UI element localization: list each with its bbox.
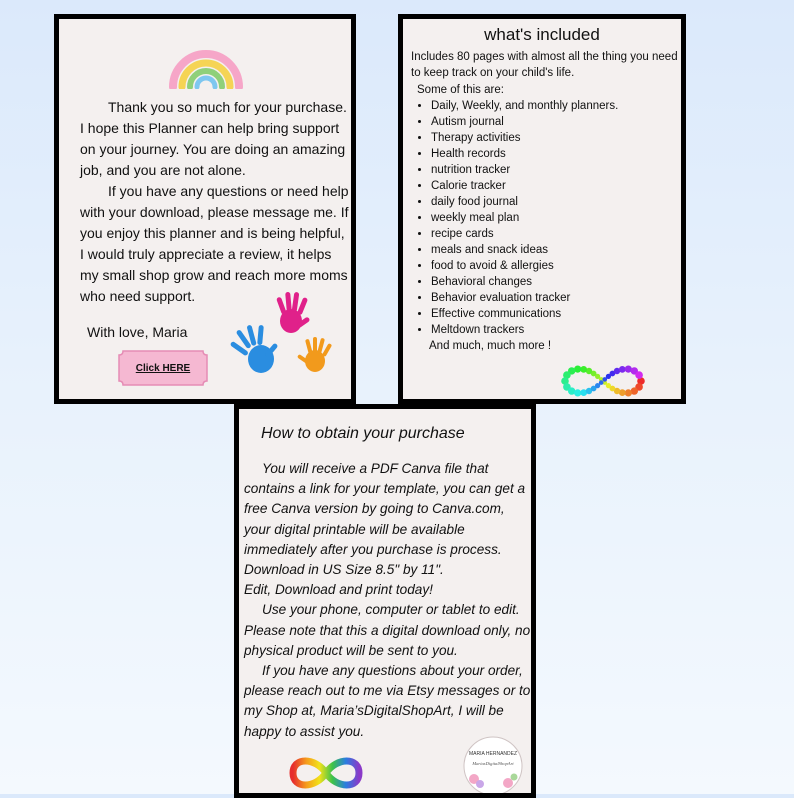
infinity-dot xyxy=(619,366,626,373)
how-to-obtain-card xyxy=(234,404,536,798)
list-item: • weekly meal plan xyxy=(431,210,618,226)
thank-you-paragraph-2: If you have any questions or need help with your download, please message me. If you enjoy this planner and is being helpful, I would truly appreciate a review, it helps my small shop grow and reach more moms who need support. xyxy=(80,183,349,304)
obtain-paragraph-3: Edit, Download and print today! xyxy=(244,582,433,598)
list-item: • food to avoid & allergies xyxy=(431,258,618,274)
rainbow-dots-infinity-icon xyxy=(553,357,653,404)
obtain-paragraph-2: Download in US Size 8.5" by 11". xyxy=(244,562,444,578)
infinity-dot xyxy=(625,389,632,396)
included-title: what's included xyxy=(484,25,600,44)
whats-included-card xyxy=(398,14,686,404)
thank-you-message xyxy=(80,97,352,307)
list-item: • Behavioral changes xyxy=(431,274,618,290)
shop-logo xyxy=(462,735,524,797)
list-item: • Daily, Weekly, and monthly planners. xyxy=(431,98,618,114)
logo-script: MariasDigitalShopArt xyxy=(472,761,514,766)
obtain-paragraph-1: You will receive a PDF Canva file that contains a link for your template, you can get a free Canva version by going to Canva.com, your digital printable will be available immediately after you purchase is process. xyxy=(244,461,526,557)
list-item: • Behavior evaluation tracker xyxy=(431,290,618,306)
logo-name: MARIA HERNANDEZ xyxy=(468,751,518,757)
obtain-paragraph-4: Use your phone, computer or tablet to edit. Please note that this a digital download only, no physical product will be sent to you. xyxy=(244,602,531,658)
click-here-label: Click HERE xyxy=(135,362,191,374)
infinity-dot xyxy=(599,380,604,385)
list-item: • meals and snack ideas xyxy=(431,242,618,258)
list-item: • Therapy activities xyxy=(431,130,618,146)
included-intro: Includes 80 pages with almost all the thing you need to keep track on your child's life. xyxy=(411,51,678,79)
included-more: And much, much more ! xyxy=(429,340,552,352)
handprints-icon xyxy=(229,287,334,387)
infinity-dot xyxy=(580,366,587,373)
list-item: • Meltdown trackers xyxy=(431,322,618,338)
thank-you-card xyxy=(54,14,356,404)
included-some-label: Some of this are: xyxy=(417,84,504,96)
click-here-button[interactable] xyxy=(117,349,209,387)
list-item: • daily food journal xyxy=(431,194,618,210)
list-item: • Effective communications xyxy=(431,306,618,322)
infinity-dot xyxy=(635,371,643,379)
obtain-title: How to obtain your purchase xyxy=(261,425,465,442)
included-list xyxy=(413,98,618,338)
list-item: • Autism journal xyxy=(431,114,618,130)
list-item: • recipe cards xyxy=(431,226,618,242)
rainbow-icon xyxy=(167,31,245,89)
list-item: • nutrition tracker xyxy=(431,162,618,178)
obtain-instructions xyxy=(244,459,534,742)
rainbow-infinity-icon xyxy=(285,753,367,793)
obtain-paragraph-5: If you have any questions about your order, please reach out to me via Etsy messages or to my Shop at, Maria’sDigitalShopArt, I will be happy to assist you. xyxy=(244,663,531,739)
signoff: With love, Maria xyxy=(87,324,188,340)
infinity-dot xyxy=(574,389,581,396)
list-item: • Health records xyxy=(431,146,618,162)
list-item: • Calorie tracker xyxy=(431,178,618,194)
thank-you-paragraph-1: Thank you so much for your purchase. I hope this Planner can help bring support on your journey. You are doing an amazing job, and you are not alone. xyxy=(80,99,347,178)
